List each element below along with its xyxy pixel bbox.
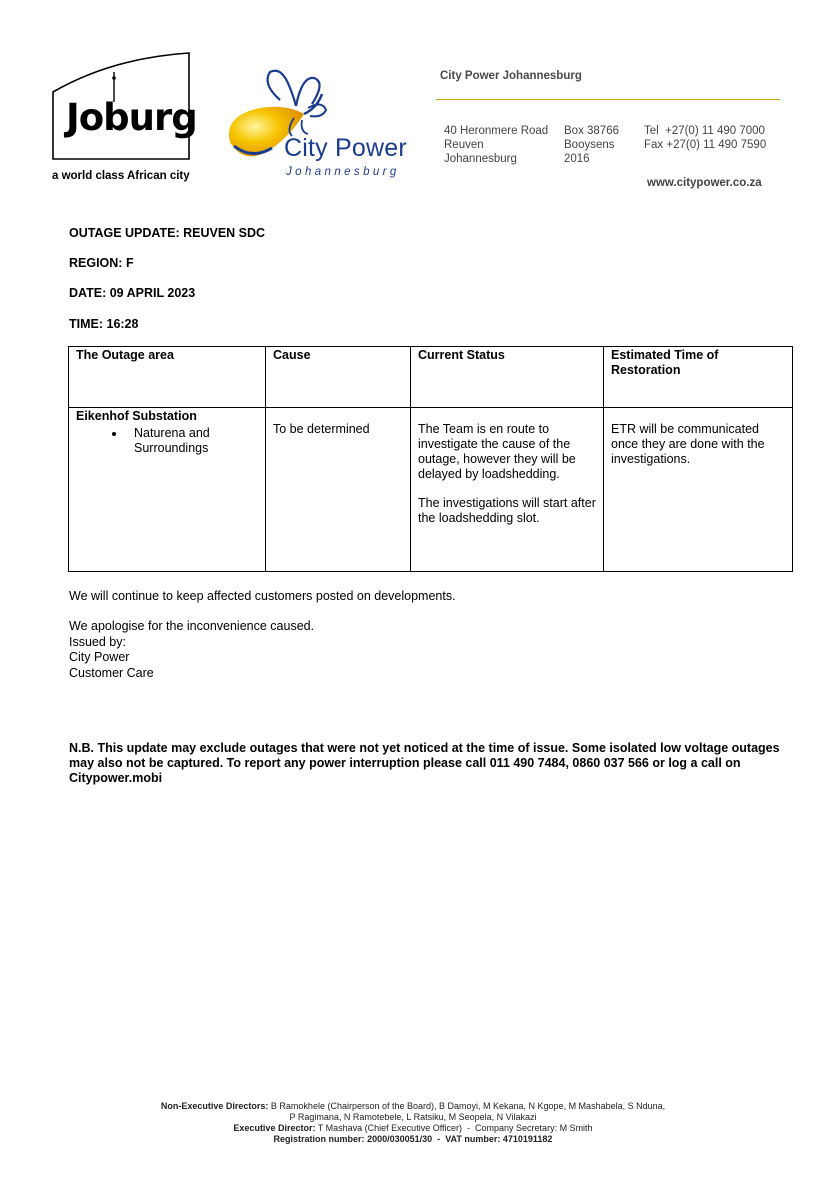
reg-value: 2000/030051/30 (367, 1134, 433, 1144)
continue-text: We will continue to keep affected customers posted on developments. (69, 589, 456, 603)
footer-line (100, 1134, 726, 1145)
fax-line: Fax +27(0) 11 490 7590 (644, 139, 767, 151)
joburg-wordmark: Joburg (66, 96, 197, 139)
ned-list-2: P Ragimana, N Ramotebele, L Ratsiku, M Seopela, N Vilakazi (289, 1112, 537, 1122)
header-etr: Estimated Time of Restoration (604, 347, 793, 408)
outage-title: OUTAGE UPDATE: REUVEN SDC (69, 226, 266, 240)
footer-line (100, 1101, 726, 1112)
website-link[interactable]: www.citypower.co.za (647, 177, 762, 189)
vat-label: VAT number: (445, 1134, 501, 1144)
cell-outage-area (69, 408, 266, 572)
outage-table (68, 346, 793, 572)
status-paragraph: The Team is en route to investigate the cause of the outage, however they will be delayed by loadshedding. (418, 422, 576, 481)
time-field: TIME: 16:28 (69, 317, 139, 331)
phone-line: Tel +27(0) 11 490 7000 (644, 125, 765, 137)
header-divider (436, 99, 780, 100)
footer-separator: - (434, 1134, 443, 1144)
region-field: REGION: F (69, 256, 134, 270)
area-list (76, 426, 258, 456)
address-line: 2016 (564, 153, 590, 165)
issuer-name: City Power (69, 650, 130, 664)
issued-by-label: Issued by: (69, 634, 126, 649)
reg-label: Registration number: (273, 1134, 365, 1144)
city-power-logo-name: City Power (284, 134, 407, 162)
closing-block (69, 619, 314, 681)
address-line: Box 38766 (564, 125, 619, 137)
cell-etr: ETR will be communicated once they are done with the investigations. (604, 408, 793, 572)
status-paragraph: The investigations will start after the loadshedding slot. (418, 496, 596, 525)
table-header-row (69, 347, 793, 408)
address-line: Reuven (444, 139, 484, 151)
address-line: 40 Heronmere Road (444, 125, 549, 137)
area-item: • Naturena and Surroundings (126, 426, 258, 456)
cell-cause: To be determined (266, 408, 411, 572)
date-field: DATE: 09 APRIL 2023 (69, 286, 196, 300)
org-name: City Power Johannesburg (440, 70, 582, 82)
area-title: Eikenhof Substation (76, 409, 197, 423)
city-power-logo-subtitle: Johannesburg (286, 166, 400, 178)
contact-phone (644, 124, 766, 152)
vat-value: 4710191182 (502, 1134, 553, 1144)
ned-list-1: B Ramokhele (Chairperson of the Board), B Damoyi, M Kekana, N Kgope, M Mashabela, S Nduna, (270, 1101, 666, 1111)
header-outage-area: The Outage area (69, 347, 266, 408)
address-line: Johannesburg (444, 153, 517, 165)
nb-notice: N.B. This update may exclude outages that were not yet noticed at the time of issue. Some isolated low voltage outages may also not be captured. To report any power interruption please call 011 490 7484, 0860 037 566 or log a call on Citypower.mobi (69, 741, 780, 785)
header-cause: Cause (266, 347, 411, 408)
address-line: Booysens (564, 139, 615, 151)
footer-line (100, 1123, 726, 1134)
joburg-tagline: a world class African city (52, 170, 190, 182)
exec-value: T Mashava (Chief Executive Officer) - Company Secretary: M Smith (317, 1123, 593, 1133)
issuer-department: Customer Care (69, 665, 154, 680)
exec-label: Executive Director: (233, 1123, 316, 1133)
address-box (564, 124, 619, 166)
header-current-status: Current Status (411, 347, 604, 408)
address-street (444, 124, 548, 166)
ned-label: Non-Executive Directors: (160, 1101, 269, 1111)
apology-text: We apologise for the inconvenience caused. (69, 619, 315, 633)
table-row (69, 408, 793, 572)
footer-directors (100, 1101, 726, 1145)
cell-current-status (411, 408, 604, 572)
